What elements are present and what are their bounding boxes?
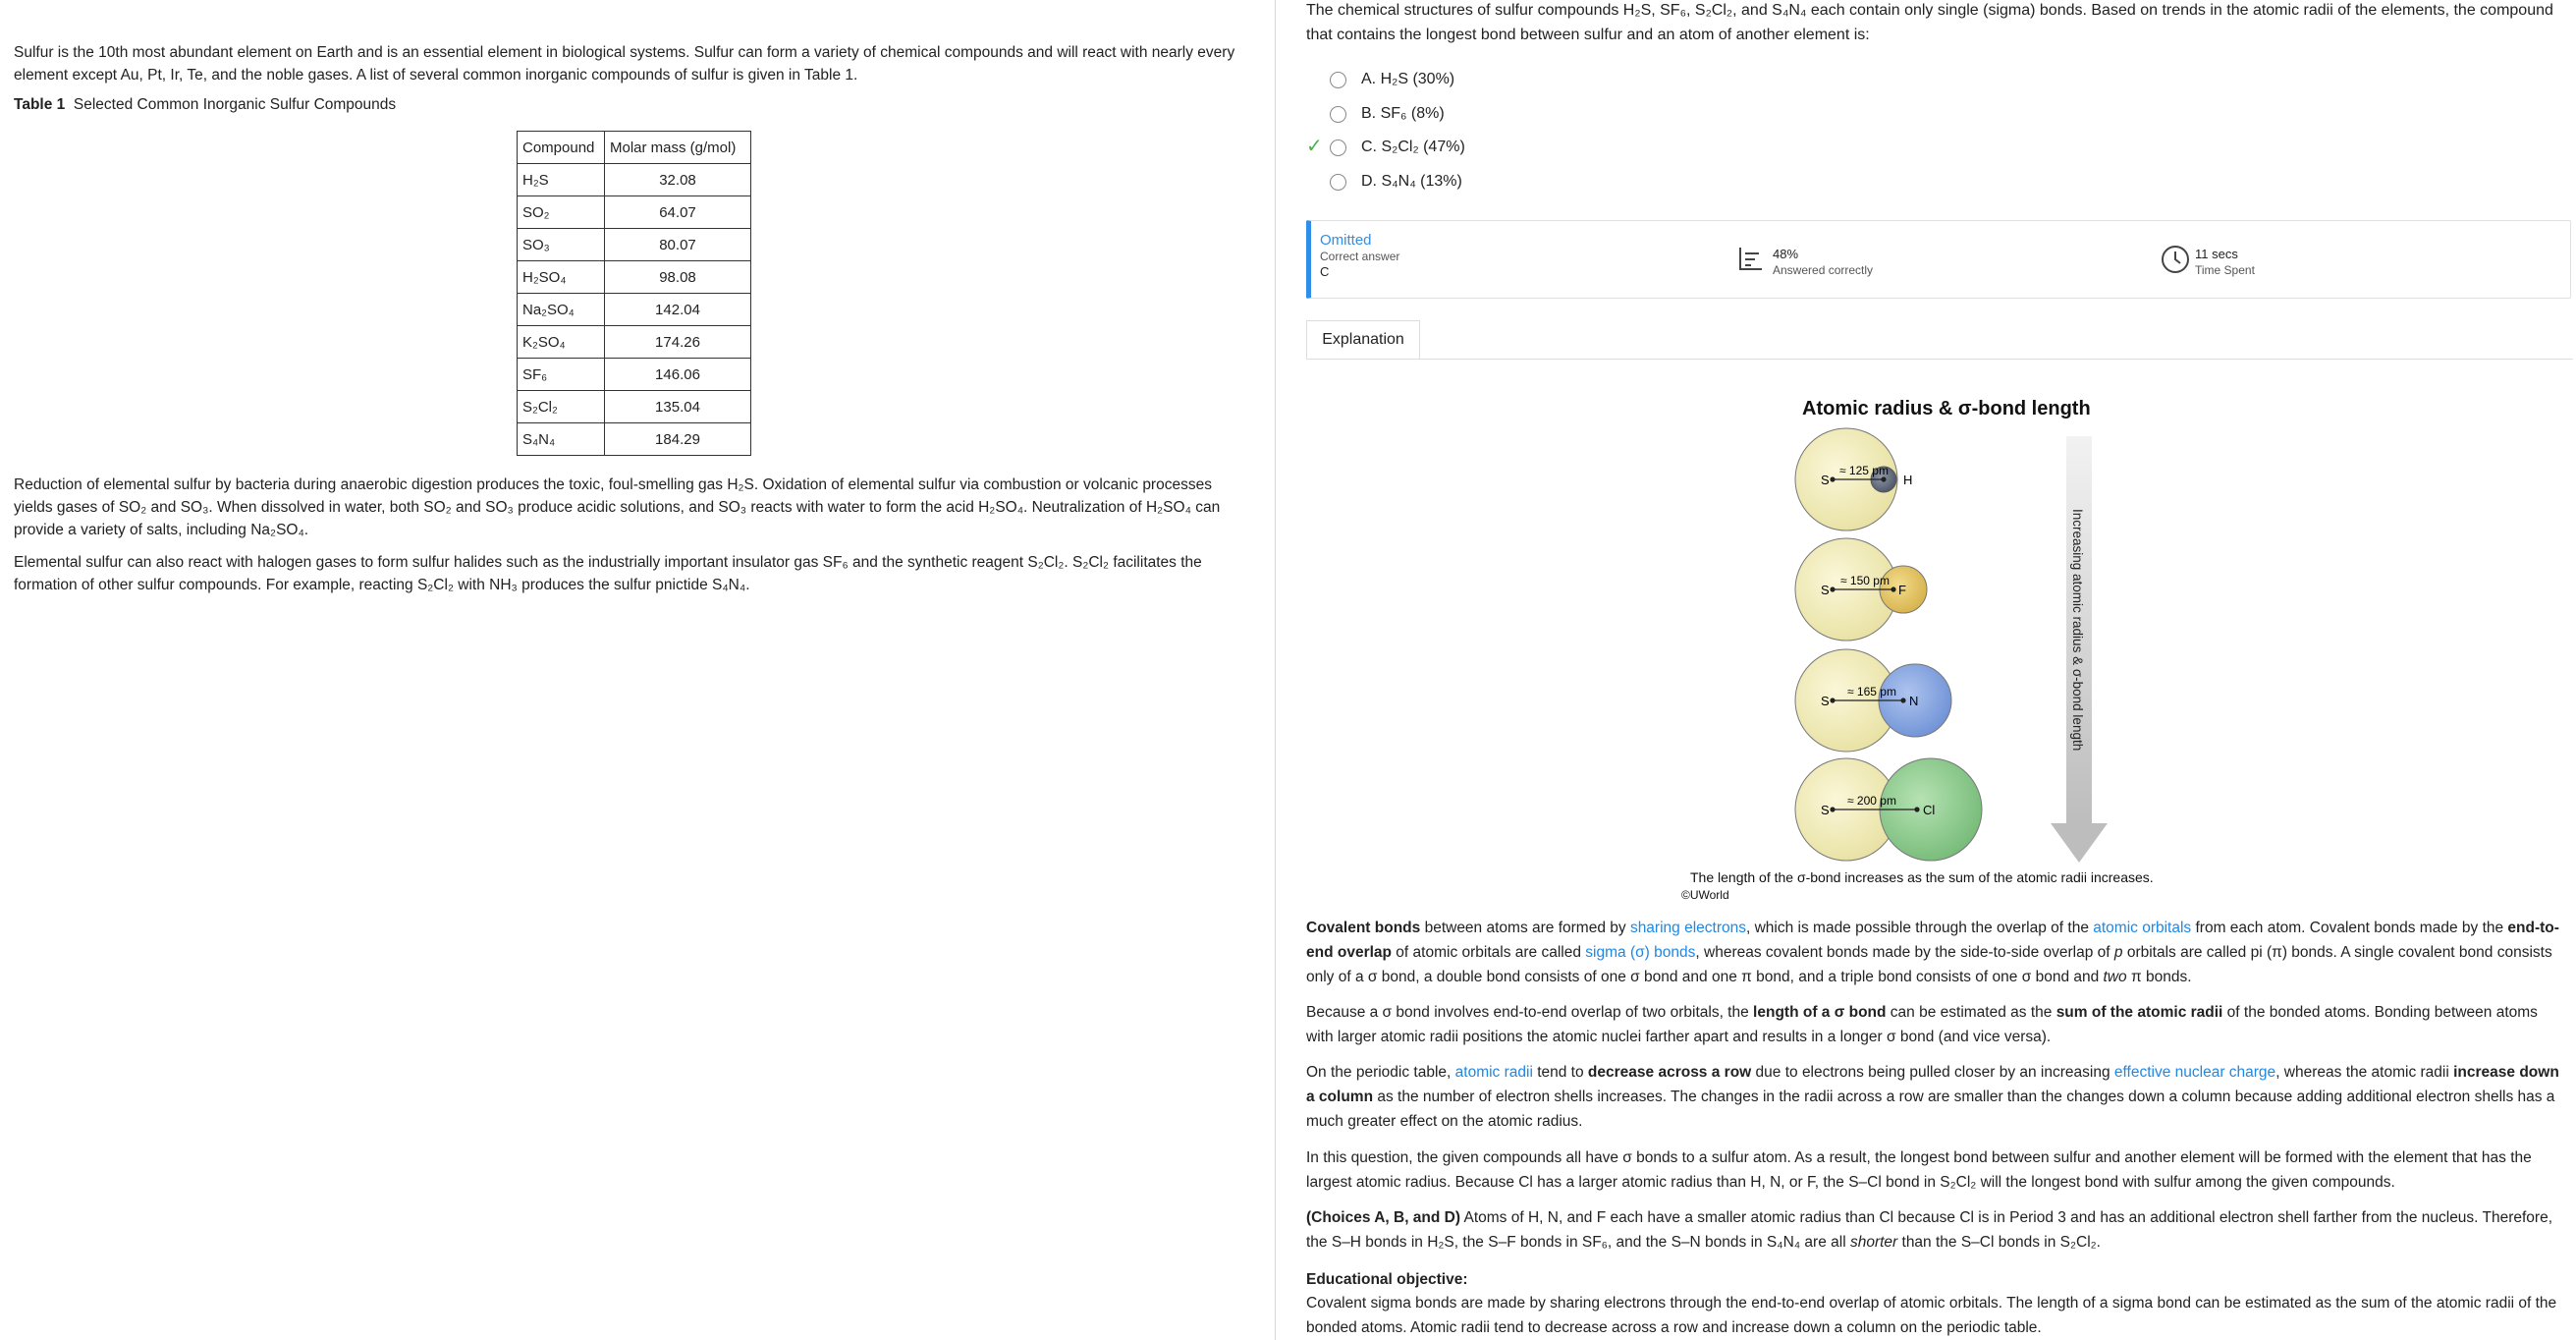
table-row xyxy=(518,164,751,196)
trend-arrow xyxy=(2051,436,2108,863)
compounds-table xyxy=(517,131,751,456)
text: Atoms of H, N, and F each have a smaller atomic radius than Cl because Cl is in Period 3 and has an additional electron shell farther from the nucleus. Therefore, the S–H bonds in H₂S, the S–F bonds in SF₆, and the S–N bonds in S₄N₄ are all xyxy=(1306,1209,2553,1251)
radio-button[interactable] xyxy=(1330,174,1346,191)
table-cell-mass: 146.06 xyxy=(605,359,751,391)
text: than the S–Cl bonds in S₂Cl₂. xyxy=(1897,1234,2101,1251)
table-header-compound: Compound xyxy=(518,132,605,164)
text: due to electrons being pulled closer by an increasing xyxy=(1751,1064,2114,1081)
bond-row-s-f xyxy=(1795,538,1927,641)
atom-label-left: S xyxy=(1821,583,1830,597)
percent-label: Answered correctly xyxy=(1773,263,1874,277)
table-cell-compound: SO₃ xyxy=(518,229,605,261)
percent-value: 48% xyxy=(1773,247,1799,261)
term-increase-down-column: increase down a column xyxy=(1306,1064,2559,1105)
question-stem: The chemical structures of sulfur compounds H₂S, SF₆, S₂Cl₂, and S₄N₄ each contain only single (sigma) bonds. Based on trends in the atomic radii of the elements, the compound that contains the longest bond between sulfur and an atom of another element is: xyxy=(1306,2,2553,43)
table-row xyxy=(518,294,751,326)
bond-length-label: ≈ 200 pm xyxy=(1847,794,1896,808)
table-cell-mass: 184.29 xyxy=(605,423,751,456)
omitted-status xyxy=(1320,233,1399,280)
table-cell-mass: 135.04 xyxy=(605,391,751,423)
answer-stats-panel xyxy=(1306,220,2571,299)
pane-divider[interactable] xyxy=(1275,0,1276,1340)
choice-label: C. S₂Cl₂ (47%) xyxy=(1361,139,1465,155)
text: , whereas covalent bonds made by the side-to-side overlap of xyxy=(1695,944,2114,961)
atom-label-right: H xyxy=(1903,473,1913,487)
term-end-to-end-overlap: end-to-end overlap xyxy=(1306,920,2559,961)
bond-length-label: ≈ 125 pm xyxy=(1839,464,1889,477)
link-effective-nuclear-charge[interactable]: effective nuclear charge xyxy=(2113,1064,2276,1081)
bond-row-s-n xyxy=(1795,649,1951,752)
table-cell-compound: H₂SO₄ xyxy=(518,261,605,294)
correct-answer-label: Correct answer xyxy=(1320,250,1400,263)
table-cell-compound: S₄N₄ xyxy=(518,423,605,456)
table-cell-compound: S₂Cl₂ xyxy=(518,391,605,423)
atom-label-right: N xyxy=(1909,694,1919,708)
table-cell-compound: SO₂ xyxy=(518,196,605,229)
table-cell-mass: 98.08 xyxy=(605,261,751,294)
table-cell-compound: H₂S xyxy=(518,164,605,196)
text: , which is made possible through the overlap of the xyxy=(1745,920,2094,936)
correct-answer-value: C xyxy=(1320,264,1330,279)
text: between atoms are formed by xyxy=(1420,920,1630,936)
tab-explanation[interactable]: Explanation xyxy=(1306,320,1420,360)
table-row xyxy=(518,359,751,391)
explanation-paragraph-4: In this question, the given compounds all have σ bonds to a sulfur atom. As a result, the longest bond between sulfur and another element will be formed with the element that has the largest atomic radius. Because Cl has a larger atomic radius than H, N, or F, the S–Cl bond in S₂Cl₂ will the longest bond with sulfur among the given compounds. xyxy=(1306,1149,2532,1191)
text-italic: two xyxy=(2103,969,2127,985)
link-atomic-radii[interactable]: atomic radii xyxy=(1454,1064,1533,1081)
text-italic: p xyxy=(2113,944,2123,961)
status-label: Omitted xyxy=(1320,232,1372,249)
table-header-molar-mass: Molar mass (g/mol) xyxy=(605,132,751,164)
time-value: 11 secs xyxy=(2195,247,2238,261)
percent-stat xyxy=(1773,247,1873,278)
answer-choice-d[interactable] xyxy=(1330,169,1462,195)
educational-objective-title: Educational objective: xyxy=(1306,1271,1468,1288)
table-cell-compound: K₂SO₄ xyxy=(518,326,605,359)
answer-choice-a[interactable] xyxy=(1330,67,1454,92)
link-atomic-orbitals[interactable]: atomic orbitals xyxy=(2093,920,2192,936)
table-title: Selected Common Inorganic Sulfur Compounds xyxy=(73,96,397,113)
table-label: Table 1 xyxy=(14,96,66,113)
term-covalent-bonds: Covalent bonds xyxy=(1306,920,1421,936)
clock-icon xyxy=(2161,245,2190,274)
text: orbitals are called pi (π) bonds. A single covalent bond consists only of a σ bond, a double bond consists of one σ bond and one π bond, and a triple bond consists of one σ bond and xyxy=(1306,944,2552,985)
term-choices-abd: (Choices A, B, and D) xyxy=(1306,1209,1461,1226)
bond-length-label: ≈ 165 pm xyxy=(1847,685,1896,698)
passage-paragraph-2: Reduction of elemental sulfur by bacteria during anaerobic digestion produces the toxic, foul-smelling gas H₂S. Oxidation of elemental sulfur via combustion or volcanic processes yields gases of SO₂ and SO₃. When dissolved in water, both SO₂ and SO₃ produce acidic solutions, and SO₃ reacts with water to form the acid H₂SO₄. Neutralization of H₂SO₄ can provide a variety of salts, including Na₂SO₄. xyxy=(14,476,1221,538)
table-cell-mass: 64.07 xyxy=(605,196,751,229)
text: π bonds. xyxy=(2126,969,2192,985)
text: can be estimated as the xyxy=(1886,1004,2056,1021)
text: On the periodic table, xyxy=(1306,1064,1455,1081)
table-cell-mass: 80.07 xyxy=(605,229,751,261)
choice-label: B. SF₆ (8%) xyxy=(1361,105,1445,122)
choice-label: A. H₂S (30%) xyxy=(1361,71,1455,87)
table-row xyxy=(518,423,751,456)
bond-row-s-h xyxy=(1795,428,1912,530)
atom-label-left: S xyxy=(1821,473,1830,487)
passage-paragraph-3: Elemental sulfur can also react with halogen gases to form sulfur halides such as the industrially important insulator gas SF₆ and the synthetic reagent S₂Cl₂. S₂Cl₂ facilitates the formation of other sulfur compounds. For example, reacting S₂Cl₂ with NH₃ produces the sulfur pnictide S₄N₄. xyxy=(14,554,1202,593)
time-label: Time Spent xyxy=(2195,263,2255,277)
term-decrease-across-row: decrease across a row xyxy=(1587,1064,1752,1081)
atom-label-left: S xyxy=(1821,694,1830,708)
radio-button[interactable] xyxy=(1330,106,1346,123)
table-cell-compound: SF₆ xyxy=(518,359,605,391)
atom-label-left: S xyxy=(1821,803,1830,817)
radio-button[interactable] xyxy=(1330,72,1346,88)
figure-title: Atomic radius & σ-bond length xyxy=(1802,398,2091,419)
explanation-paragraph-5 xyxy=(1306,1205,2568,1255)
text: of the bonded atoms. Bonding between atoms with larger atomic radii positions the atomic nuclei farther apart and results in a longer σ bond (and vice versa). xyxy=(1306,1004,2538,1045)
question-pane xyxy=(1306,0,2573,1340)
table-caption xyxy=(14,96,396,114)
table-cell-mass: 142.04 xyxy=(605,294,751,326)
table-cell-mass: 32.08 xyxy=(605,164,751,196)
text: as the number of electron shells increases. The changes in the radii across a row are smaller than the changes down a column because adding additional electron shells has a much greater effect on the atomic radius. xyxy=(1306,1089,2555,1130)
answer-choice-b[interactable] xyxy=(1330,101,1445,127)
table-row xyxy=(518,229,751,261)
answer-choice-c[interactable] xyxy=(1330,135,1465,160)
passage-pane xyxy=(0,0,1275,1340)
text: tend to xyxy=(1532,1064,1588,1081)
correct-check-icon: ✓ xyxy=(1306,136,1323,157)
explanation-paragraph-2 xyxy=(1306,1000,2568,1049)
text: , whereas the atomic radii xyxy=(2275,1064,2454,1081)
explanation-paragraph-3 xyxy=(1306,1060,2568,1134)
figure-copyright: ©UWorld xyxy=(1681,888,1729,902)
figure-caption: The length of the σ-bond increases as the sum of the atomic radii increases. xyxy=(1690,869,2154,885)
table-row xyxy=(518,326,751,359)
table-row xyxy=(518,391,751,423)
text: Because a σ bond involves end-to-end overlap of two orbitals, the xyxy=(1306,1004,1754,1021)
bond-length-figure xyxy=(1738,422,2151,874)
table-row xyxy=(518,261,751,294)
passage-paragraph-1: Sulfur is the 10th most abundant element on Earth and is an essential element in biological systems. Sulfur can form a variety of chemical compounds and will react with nearly every element except Au, Pt, Ir, Te, and the noble gases. A list of several common inorganic compounds of sulfur is given in Table 1. xyxy=(14,44,1235,84)
tab-underline xyxy=(1306,359,2573,360)
table-row xyxy=(518,196,751,229)
atom-label-right: Cl xyxy=(1923,803,1936,817)
arrow-label: Increasing atomic radius & σ-bond length xyxy=(2070,509,2085,752)
table-cell-mass: 174.26 xyxy=(605,326,751,359)
table-cell-compound: Na₂SO₄ xyxy=(518,294,605,326)
term-sigma-bond-length: length of a σ bond xyxy=(1753,1004,1887,1021)
table-header-row xyxy=(518,132,751,164)
link-sigma-bonds[interactable]: sigma (σ) bonds xyxy=(1585,944,1696,961)
explanation-paragraph-1 xyxy=(1306,916,2568,989)
text-italic: shorter xyxy=(1849,1234,1898,1251)
bar-chart-icon xyxy=(1737,245,1765,272)
text: of atomic orbitals are called xyxy=(1392,944,1586,961)
time-stat xyxy=(2195,247,2255,278)
radio-button[interactable] xyxy=(1330,140,1346,156)
choice-label: D. S₄N₄ (13%) xyxy=(1361,173,1462,190)
educational-objective-text: Covalent sigma bonds are made by sharing electrons through the end-to-end overlap of atomic orbitals. The length of a sigma bond can be estimated as the sum of the atomic radii of the bonded atoms. Atomic radii tend to decrease across a row and increase down a column on the periodic table. xyxy=(1306,1295,2557,1336)
link-sharing-electrons[interactable]: sharing electrons xyxy=(1629,920,1746,936)
atom-label-right: F xyxy=(1898,583,1906,597)
term-sum-of-radii: sum of the atomic radii xyxy=(2055,1004,2223,1021)
bond-row-s-cl xyxy=(1795,758,1982,861)
bond-length-label: ≈ 150 pm xyxy=(1840,574,1890,587)
text: from each atom. Covalent bonds made by the xyxy=(2191,920,2508,936)
